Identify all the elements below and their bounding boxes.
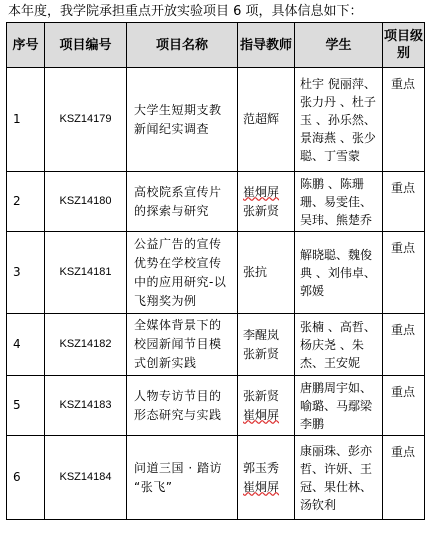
cell-students [295,436,383,520]
cell-level: 重点 [383,314,425,376]
intro-text: 本年度，我学院承担重点开放实验项目 6 项，具体信息如下： [8,4,363,19]
cell-teacher-line: 范超辉 [243,112,280,126]
cell-students-line: 汤钦利 [300,497,337,512]
cell-students-line: 聪、丁雪蒙 [300,148,361,163]
cell-teacher-line: 张抗 [243,265,268,279]
cell-students-line: 珊、易雯佳、 [300,194,373,209]
cell-teacher [238,232,295,314]
cell-teacher-line: 张新贤 [243,388,280,403]
cell-name [127,68,238,172]
cell-teacher-line: 崔炯屏 [243,407,280,422]
cell-name [127,436,238,520]
cell-name-line: 的探索与研究 [134,203,210,218]
cell-name-line: 大学生短期支教 [134,102,222,117]
cell-index: 3 [7,232,45,314]
cell-code: KSZ14179 [45,68,127,172]
cell-name [127,172,238,232]
cell-students-line: 冠、果仕林、 [300,479,373,494]
cell-level: 重点 [383,376,425,436]
cell-students-line: 郭媛 [300,283,325,298]
cell-index: 6 [7,436,45,520]
cell-students-line: 景海燕 、张少 [300,130,376,145]
cell-students-line: 哲、许妍、王 [300,461,373,476]
cell-students-line: 杜宇 倪丽萍、 [300,76,376,91]
cell-name-line: 飞翔奖为例 [134,293,197,308]
cell-teacher-line: 崔炯屏 [243,184,280,199]
cell-students-line: 李鹏 [300,416,325,431]
cell-name-line: 问道三国 · 踏访 [134,460,222,475]
cell-level: 重点 [383,172,425,232]
cell-teacher [238,314,295,376]
cell-teacher-line: 李醒岚 [243,327,280,342]
table-header-row [7,23,425,68]
cell-name-line: 形态研究与实践 [134,407,222,422]
cell-name-line: 全媒体背景下的 [134,318,222,332]
cell-code: KSZ14182 [45,314,127,376]
cell-name [127,314,238,376]
cell-teacher-line: 郭玉秀 [243,460,280,475]
cell-students [295,232,383,314]
cell-students-line: 杨庆尧 、朱 [300,337,364,352]
table-row [7,232,425,314]
cell-name-line: 式创新实践 [134,356,197,370]
cell-teacher-line: 张新贤 [243,203,280,218]
table-row [7,314,425,376]
cell-index: 2 [7,172,45,232]
cell-code: KSZ14181 [45,232,127,314]
project-table [6,22,425,520]
cell-students-line: 唐鹏周宇如、 [300,380,373,395]
cell-name-line: 优势在学校宣传 [134,255,222,270]
cell-teacher-line: 张新贤 [243,346,280,361]
cell-students-line: 康丽珠、彭亦 [300,443,373,458]
cell-name-line: 校园新闻节目模 [134,337,222,351]
cell-level: 重点 [383,68,425,172]
header-level: 项目级别 [383,23,425,68]
cell-name [127,232,238,314]
cell-name-line: 中的应用研究-以 [134,274,227,289]
cell-students [295,376,383,436]
cell-teacher [238,436,295,520]
cell-students-line: 喻璐、马鄢梁 [300,398,373,413]
header-teacher: 指导教师 [238,23,295,68]
cell-code: KSZ14184 [45,436,127,520]
cell-level: 重点 [383,436,425,520]
cell-students [295,314,383,376]
header-students: 学生 [295,23,383,68]
header-index: 序号 [7,23,45,68]
cell-name-line: 新闻纪实调查 [134,121,210,136]
cell-code: KSZ14180 [45,172,127,232]
cell-index: 4 [7,314,45,376]
cell-code: KSZ14183 [45,376,127,436]
cell-students-line: 典 、刘伟卓、 [300,265,376,280]
table-row [7,436,425,520]
cell-students-line: 吴玮、熊楚乔 [300,212,373,227]
cell-name-line: 人物专访节目的 [134,388,222,403]
cell-name-line: “张飞” [134,479,173,494]
cell-students-line: 张力丹 、杜子 [300,94,376,109]
cell-teacher [238,376,295,436]
cell-students [295,172,383,232]
header-name: 项目名称 [127,23,238,68]
cell-name-line: 公益广告的宣传 [134,236,222,251]
cell-index: 1 [7,68,45,172]
cell-students [295,68,383,172]
table-row [7,68,425,172]
cell-students-line: 玉 、孙乐然、 [300,112,376,127]
cell-index: 5 [7,376,45,436]
cell-name-line: 高校院系宣传片 [134,184,222,199]
cell-students-line: 张楠 、高哲、 [300,319,376,334]
cell-teacher [238,172,295,232]
cell-students-line: 杰、王安妮 [300,355,361,370]
cell-teacher [238,68,295,172]
cell-students-line: 陈鹏 、陈珊 [300,176,364,191]
cell-name [127,376,238,436]
cell-teacher-line: 崔炯屏 [243,479,280,494]
header-code: 项目编号 [45,23,127,68]
table-row [7,172,425,232]
table-row [7,376,425,436]
cell-level: 重点 [383,232,425,314]
cell-students-line: 解晓聪、魏俊 [300,247,373,262]
